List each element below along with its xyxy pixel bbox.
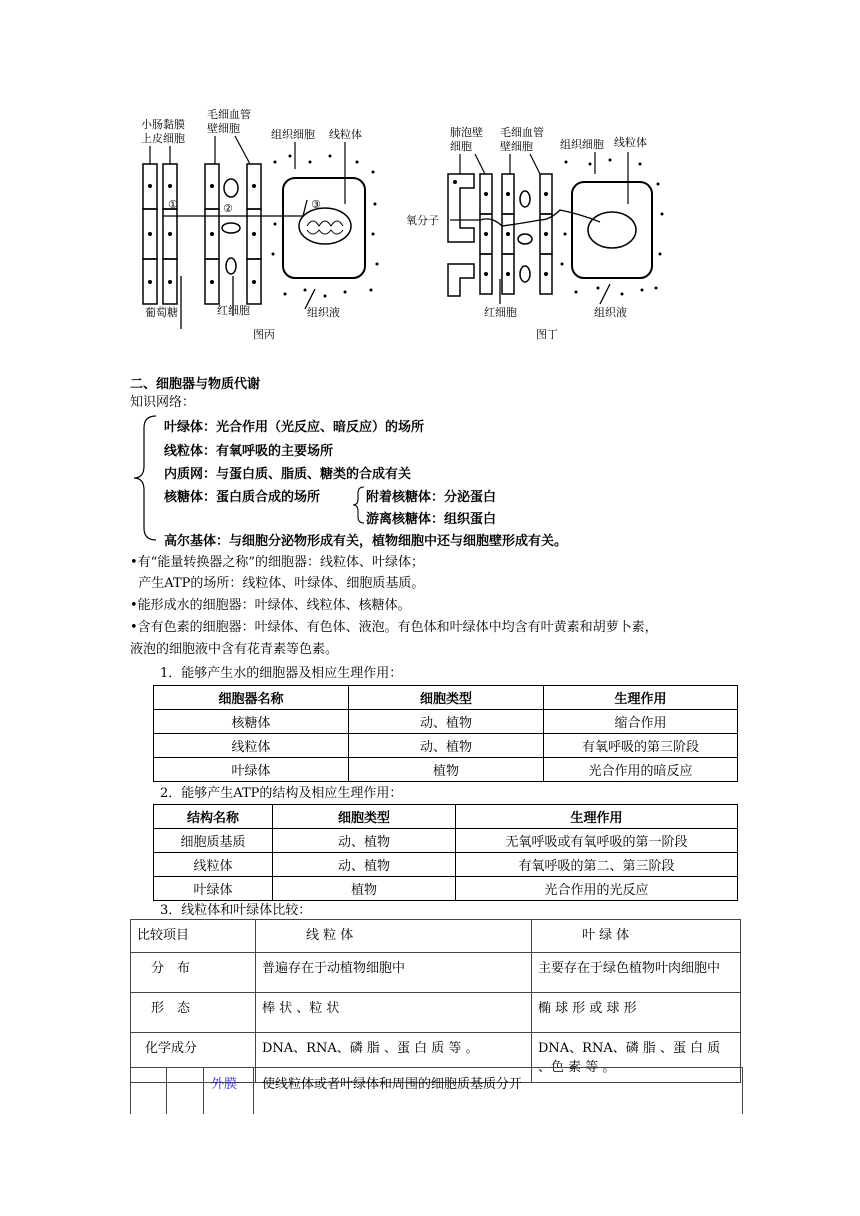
network-label: 知识网络：	[130, 395, 196, 410]
ribosome-sub-free: 游离核糖体：组织蛋白	[366, 512, 497, 527]
label-n2: ②	[223, 202, 233, 215]
table3-header: 叶 绿 体	[532, 920, 741, 953]
table-cell: 有氧呼吸的第二、第三阶段	[456, 853, 738, 877]
mitochondria-label: 线粒体	[614, 136, 647, 149]
intestine-label-2: 上皮细胞	[141, 132, 185, 145]
intestine-label-1: 小肠黏膜	[141, 118, 185, 131]
capillary-label-1: 毛细血管	[207, 108, 251, 121]
table-cell: 细胞质基质	[154, 829, 273, 853]
table-row	[154, 758, 738, 782]
table-cell: 动、植物	[273, 829, 456, 853]
table-cell: 线粒体	[154, 734, 349, 758]
table-cell: DNA、RNA、磷 脂 、蛋 白 质 等 。	[256, 1033, 532, 1083]
section-title: 二、细胞器与物质代谢	[130, 377, 261, 392]
table1-header: 生理作用	[544, 686, 738, 710]
network-item-chloroplast: 叶绿体：光合作用（光反应、暗反应）的场所	[164, 420, 425, 435]
oxygen-label: 氧分子	[406, 214, 439, 227]
table-cell: DNA、RNA、磷 脂 、蛋 白 质 、色 素 等 。	[532, 1033, 741, 1083]
capillary-label-2: 壁细胞	[500, 140, 533, 153]
table-cell: 线粒体	[154, 853, 273, 877]
table3-header: 线 粒 体	[256, 920, 532, 953]
tissue-cell-label: 组织细胞	[271, 128, 315, 141]
table-cell: 棒 状 、粒 状	[256, 993, 532, 1033]
fluid-label: 组织液	[594, 306, 627, 319]
bullet-3b: 液泡的细胞液中含有花青素等色素。	[130, 642, 339, 657]
table-cell: 植物	[273, 877, 456, 901]
network-item-golgi: 高尔基体：与细胞分泌物形成有关，植物细胞中还与细胞壁形成有关。	[164, 534, 568, 549]
bullet-2: •能形成水的细胞器：叶绿体、线粒体、核糖体。	[130, 598, 411, 613]
capillary-label-1: 毛细血管	[500, 126, 544, 139]
table2-title: 2．能够产生ATP的结构及相应生理作用：	[160, 786, 403, 801]
bullet-1b: 产生ATP的场所：线粒体、叶绿体、细胞质基质。	[130, 576, 425, 591]
table2-header: 细胞类型	[273, 805, 456, 829]
table-row	[154, 734, 738, 758]
table3	[130, 919, 741, 1083]
capillary-label-2: 壁细胞	[207, 122, 240, 135]
table-cell: 光合作用的光反应	[456, 877, 738, 901]
table-cell: 分 布	[131, 953, 256, 993]
outer-membrane-row	[130, 1067, 743, 1114]
table-cell: 椭 球 形 或 球 形	[532, 993, 741, 1033]
rbc-label: 红细胞	[484, 306, 517, 319]
table-cell: 形 态	[131, 993, 256, 1033]
figure-caption: 图丁	[536, 328, 558, 341]
table2	[153, 804, 738, 901]
table-cell: 核糖体	[154, 710, 349, 734]
table-cell: 普遍存在于动植物细胞中	[256, 953, 532, 993]
table1	[153, 685, 738, 782]
network-item-mitochondria: 线粒体：有氧呼吸的主要场所	[164, 444, 334, 459]
table-cell: 光合作用的暗反应	[544, 758, 738, 782]
figure-caption: 图丙	[253, 328, 275, 341]
table-cell: 化学成分	[131, 1033, 256, 1083]
label-n3: ③	[311, 198, 321, 211]
figure-ding	[400, 104, 670, 344]
table-row	[154, 877, 738, 901]
table-row	[154, 829, 738, 853]
table-cell: 无氧呼吸或有氧呼吸的第一阶段	[456, 829, 738, 853]
alveolar-label-2: 细胞	[450, 140, 472, 153]
table-row	[131, 953, 741, 993]
table-cell: 植物	[349, 758, 544, 782]
label-n1: ①	[168, 198, 178, 211]
table-row	[154, 853, 738, 877]
divider	[203, 1068, 204, 1114]
table-cell: 动、植物	[349, 710, 544, 734]
table2-header: 结构名称	[154, 805, 273, 829]
fluid-label: 组织液	[307, 306, 340, 319]
glucose-label: 葡萄糖	[145, 306, 178, 319]
table-row	[154, 710, 738, 734]
table1-header: 细胞器名称	[154, 686, 349, 710]
ribosome-sub-bound: 附着核糖体：分泌蛋白	[366, 490, 497, 505]
network-item-ribosome: 核糖体：蛋白质合成的场所	[164, 490, 321, 505]
outer-membrane-label: 外膜	[211, 1077, 238, 1092]
table-row	[131, 993, 741, 1033]
table1-header: 细胞类型	[349, 686, 544, 710]
outer-membrane-text: 使线粒体或者叶绿体和周围的细胞质基质分开	[262, 1077, 523, 1092]
rbc-label: 红细胞	[217, 304, 250, 317]
table-cell: 动、植物	[273, 853, 456, 877]
bullet-3: •含有色素的细胞器：叶绿体、有色体、液泡。有色体和叶绿体中均含有叶黄素和胡萝卜素，	[130, 620, 658, 635]
table-cell: 有氧呼吸的第三阶段	[544, 734, 738, 758]
table3-title: 3．线粒体和叶绿体比较：	[160, 903, 312, 918]
mitochondria-label: 线粒体	[329, 128, 362, 141]
bullet-1: •有“能量转换器之称”的细胞器：线粒体、叶绿体；	[130, 555, 424, 570]
table-cell: 叶绿体	[154, 758, 349, 782]
table1-title: 1．能够产生水的细胞器及相应生理作用：	[160, 666, 403, 681]
table-cell: 主要存在于绿色植物叶肉细胞中	[532, 953, 741, 993]
alveolar-label-1: 肺泡壁	[450, 126, 483, 139]
table-cell: 动、植物	[349, 734, 544, 758]
figure-bing	[135, 104, 385, 344]
network-item-er: 内质网：与蛋白质、脂质、糖类的合成有关	[164, 467, 412, 482]
divider	[253, 1068, 254, 1114]
tissue-cell-label: 组织细胞	[560, 138, 604, 151]
divider	[166, 1068, 167, 1114]
table3-header: 比较项目	[131, 920, 256, 953]
table2-header: 生理作用	[456, 805, 738, 829]
table-cell: 缩合作用	[544, 710, 738, 734]
table-cell: 叶绿体	[154, 877, 273, 901]
